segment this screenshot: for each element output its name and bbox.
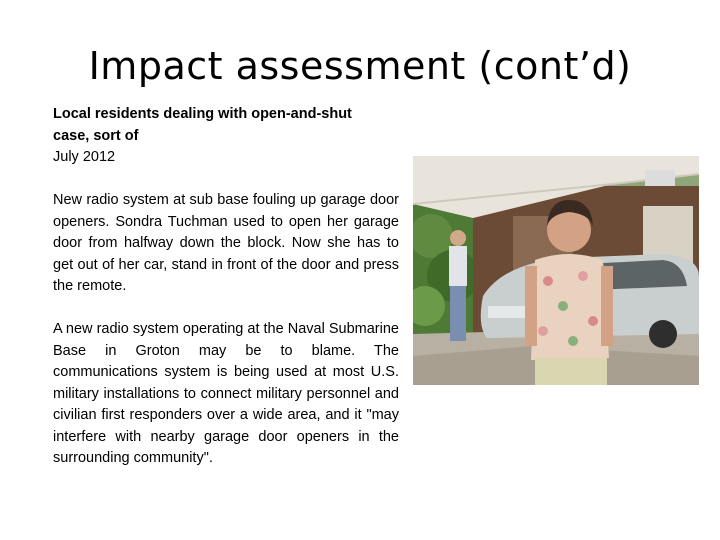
article-paragraph-2: A new radio system operating at the Naval Submarine Base in Groton may be to blame. The communications system is being used at most U.S. military installations to connect military personnel and civilian first responders over a wide area, and it "may interfere with nearby garage door openers in the surrounding community". — [53, 321, 399, 466]
article-text — [53, 104, 399, 470]
article-paragraph-1: New radio system at sub base fouling up garage door openers. Sondra Tuchman used to open her garage door from halfway down the block. Now she has to get out of her car, stand in front of the door and press the remote. — [53, 192, 399, 294]
garage-photo — [413, 156, 699, 385]
woman-pants — [535, 358, 607, 385]
article-date: July 2012 — [53, 149, 116, 165]
article-headline: Local residents dealing with open-and-shut case, sort of — [53, 106, 352, 144]
slide-title: Impact assessment (cont’d) — [88, 44, 632, 88]
man-figure — [449, 246, 467, 286]
